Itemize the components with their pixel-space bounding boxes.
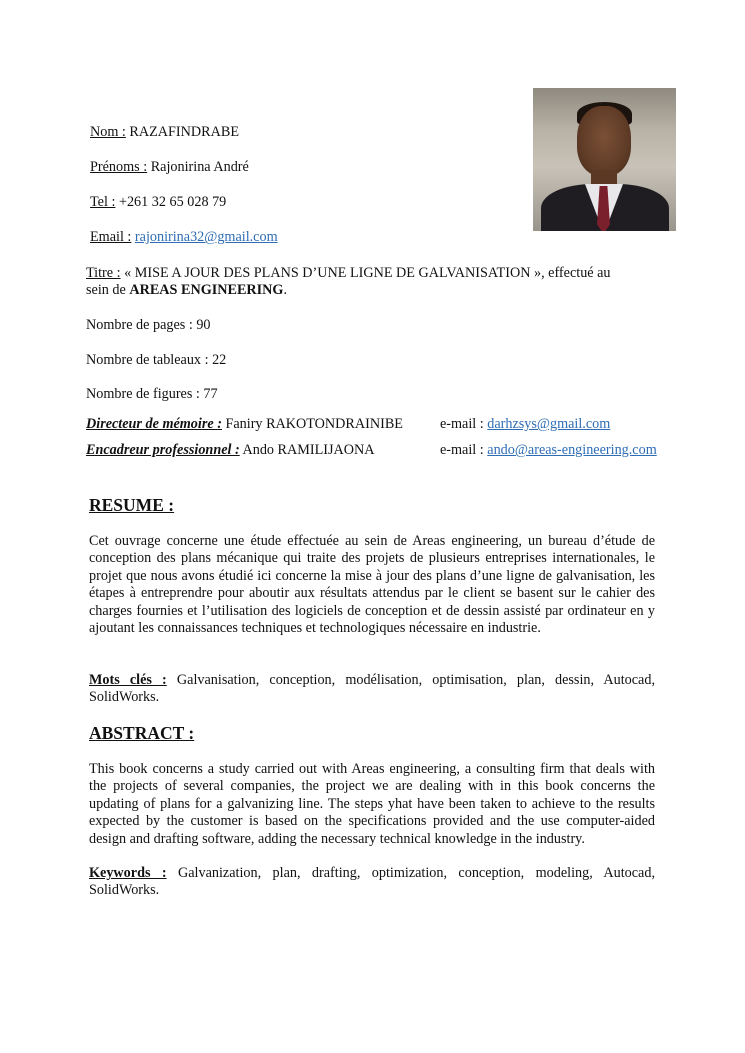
encadreur-email-link[interactable]: ando@areas-engineering.com (487, 442, 657, 458)
encadreur-email-line (440, 442, 657, 459)
profile-photo (533, 88, 676, 231)
abstract-heading: ABSTRACT : (89, 723, 195, 743)
titre-company: AREAS ENGINEERING (129, 282, 284, 298)
email-line (90, 229, 278, 246)
stat-figures: Nombre de figures : 77 (86, 386, 218, 402)
resume-keywords-text: Galvanisation, conception, modélisation, optimisation, plan, dessin, Autocad, SolidWorks. (89, 672, 655, 706)
nom-line (90, 124, 239, 141)
encadreur-label: Encadreur professionnel : (86, 442, 240, 458)
directeur-email-line (440, 416, 610, 433)
nom-value: RAZAFINDRABE (129, 124, 239, 140)
stat-pages: Nombre de pages : 90 (86, 317, 211, 333)
stat-tableaux: Nombre de tableaux : 22 (86, 352, 227, 368)
tel-line (90, 194, 226, 211)
abstract-body: This book concerns a study carried out with Areas engineering, a consulting firm that deals with the projects of several companies, the project we are dealing with in this book concerns the updating of plans for a galvanizing line. The steps yhat have been taken to achieve to the results expected by the customer is based on the specifications provided and the use computer-aided design and drafting software, adding the necessary technical knowledge in the industry. (89, 761, 655, 847)
nom-label: Nom : (90, 124, 126, 140)
resume-keywords-label: Mots clés : (89, 672, 167, 688)
directeur-name: Faniry RAKOTONDRAINIBE (221, 416, 403, 432)
titre-text: « MISE A JOUR DES PLANS D’UNE LIGNE DE GALVANISATION », effectué au (124, 265, 611, 281)
titre-line-2 (86, 282, 287, 299)
tel-label: Tel : (90, 194, 116, 210)
titre-prefix: sein de (86, 282, 130, 298)
abstract-keywords-label: Keywords : (89, 865, 167, 881)
email-label: Email : (90, 229, 132, 245)
tel-value: +261 32 65 028 79 (118, 194, 227, 210)
email-link[interactable]: rajonirina32@gmail.com (134, 229, 278, 245)
prenoms-value: Rajonirina André (150, 159, 249, 175)
titre-line-1 (86, 265, 611, 282)
photo-face (577, 106, 631, 176)
titre-label: Titre : (86, 265, 121, 281)
resume-heading: RESUME : (89, 495, 175, 515)
encadreur-name: Ando RAMILIJAONA (239, 442, 375, 458)
prenoms-label: Prénoms : (90, 159, 148, 175)
abstract-keywords (89, 865, 655, 900)
directeur-line (86, 416, 403, 433)
prenoms-line (90, 159, 249, 176)
encadreur-line (86, 442, 375, 459)
resume-body: Cet ouvrage concerne une étude effectuée au sein de Areas engineering, un bureau d’étude de conception des plans mécanique qui traite des projets de plusieurs entreprises internationales, le projet que nous avons étudié ici concerne la mise à jour des plans d’une ligne de galvanisation, les étapes à entreprendre pour aboutir aux résultats attendus par le client se basent sur le cahier des charges fournies et l’utilisation des logiciels de conception et de dessin assisté par ordinateur en y ajoutant les connaissances techniques et technologiques nécessaire en industrie. (89, 533, 655, 637)
directeur-email-label: e-mail : (440, 416, 488, 432)
resume-keywords (89, 672, 655, 707)
encadreur-email-label: e-mail : (440, 442, 488, 458)
directeur-email-link[interactable]: darhzsys@gmail.com (487, 416, 611, 432)
titre-suffix: . (283, 282, 288, 298)
abstract-keywords-text: Galvanization, plan, drafting, optimization, conception, modeling, Autocad, SolidWorks. (89, 865, 655, 899)
directeur-label: Directeur de mémoire : (86, 416, 222, 432)
